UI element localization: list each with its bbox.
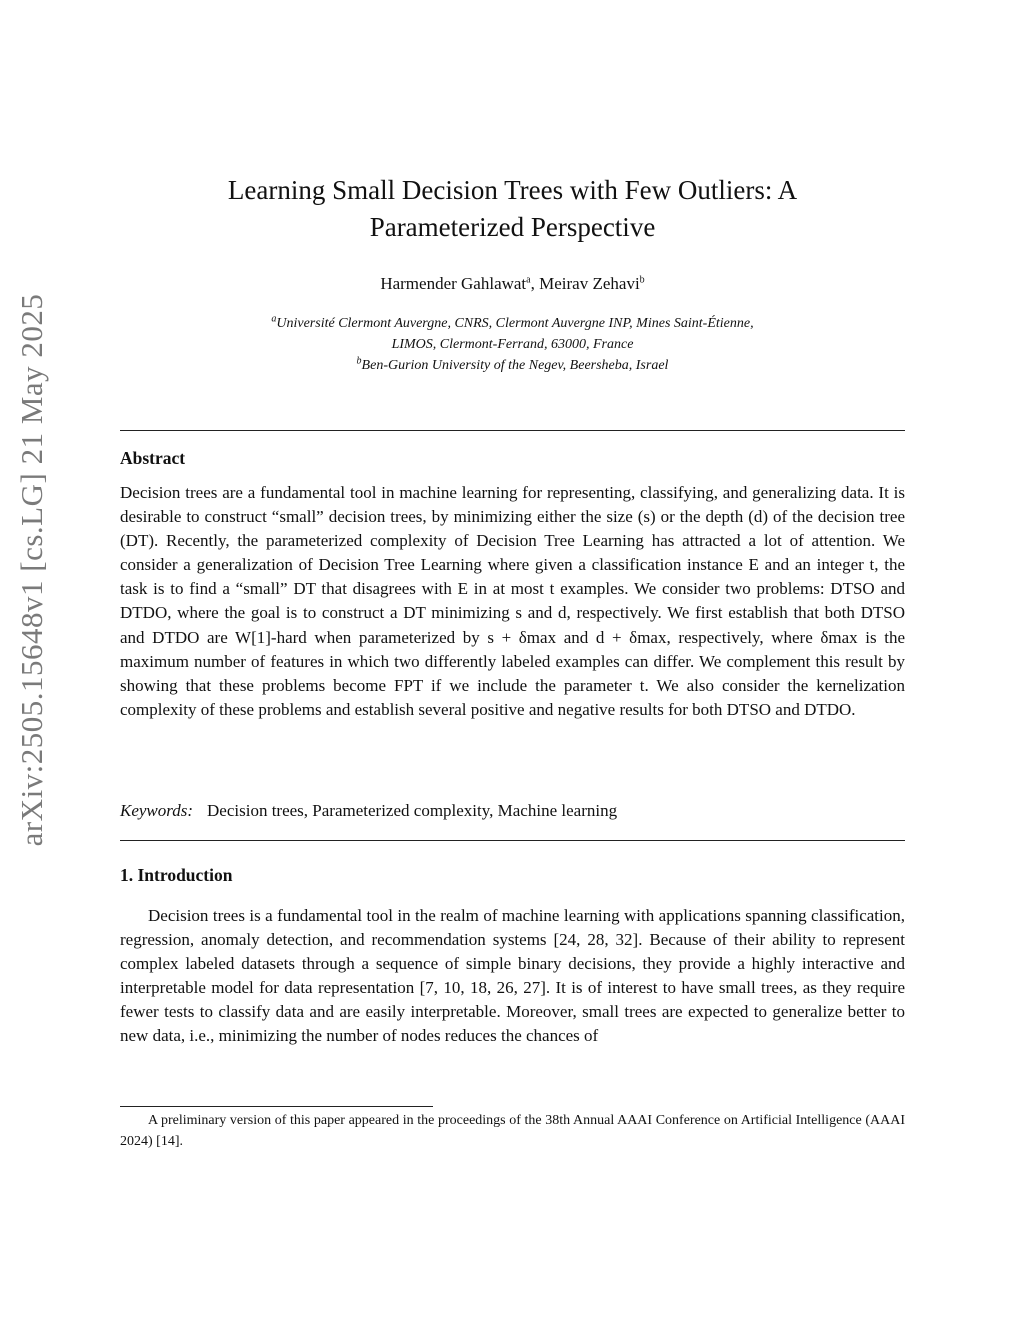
section-heading-introduction: 1. Introduction [120,865,233,885]
arxiv-identifier-text: arXiv:2505.15648v1 [cs.LG] 21 May 2025 [14,293,49,847]
title-line-1: Learning Small Decision Trees with Few Outliers: A [227,175,798,205]
affiliation-mark: a [526,274,531,286]
affiliations [120,313,905,376]
author-list [120,274,905,294]
abstract-text: Decision trees are a fundamental tool in machine learning for representing, classifying, and generalizing data. It is desirable to construct “small” decision trees, by minimizing either the size (s) or the depth (d) of the decision tree (DT). Recently, the parameterized complexity of Decision Tree Learning has attracted a lot of attention. We consider a generalization of Decision Tree Learning where given a classification instance E and an integer t, the task is to find a “small” DT that disagrees with E in at most t examples. We consider two problems: DTSO and DTDO, where the goal is to construct a DT minimizing s and d, respectively. We first establish that both DTSO and DTDO are W[1]-hard when parameterized by s + δmax and d + δmax, respectively, where δmax is the maximum number of features in which two differently labeled examples can differ. We complement this result by showing that these problems become FPT if we include the parameter t. We also consider the kernelization complexity of these problems and establish several positive and negative results for both DTSO and DTDO. [120,483,905,719]
keywords [120,801,905,821]
abstract-bottom-rule [120,840,905,841]
keywords-text: Decision trees, Parameterized complexity, Machine learning [207,801,618,820]
abstract-top-rule [120,430,905,431]
author-name: Harmender Gahlawat [380,274,527,293]
affiliation-mark: a [271,313,277,325]
affiliation-a-continued: LIMOS, Clermont-Ferrand, 63000, France [391,337,634,352]
footnote-text: A preliminary version of this paper appeared in the proceedings of the 38th Annual AAAI Conference on Artificial Intelligence (AAAI 2024) [14]. [120,1113,905,1149]
paper-title [120,172,905,246]
arxiv-identifier [8,170,56,970]
affiliation-mark: b [639,274,645,286]
title-line-2: Parameterized Perspective [369,212,656,242]
abstract-heading: Abstract [120,448,186,468]
keywords-label: Keywords: [120,801,194,820]
affiliation-mark: b [356,355,362,367]
affiliation-b: $^b$Ben-Gurion University of the Negev, Beersheba, Israel [356,355,669,373]
author-separator: , [530,274,540,293]
affiliation-a: $^a$Université Clermont Auvergne, CNRS, Clermont Auvergne INP, Mines Saint-Étienne, [271,313,754,331]
author-name: Meirav Zehavi [539,274,640,293]
introduction-text: Decision trees is a fundamental tool in the realm of machine learning with applications spanning classification, regression, anomaly detection, and recommendation systems [24, 28, 32]. Because of their ability to represent complex labeled datasets through a sequence of simple binary decisions, they provide a highly interactive and interpretable model for data representation [7, 10, 18, 26, 27]. It is of interest to have small trees, as they require fewer tests to classify data and are easily interpretable. Moreover, small trees are expected to generalize better to new data, i.e., minimizing the number of nodes reduces the chances of [120,906,905,1046]
footnote-rule [120,1106,433,1107]
